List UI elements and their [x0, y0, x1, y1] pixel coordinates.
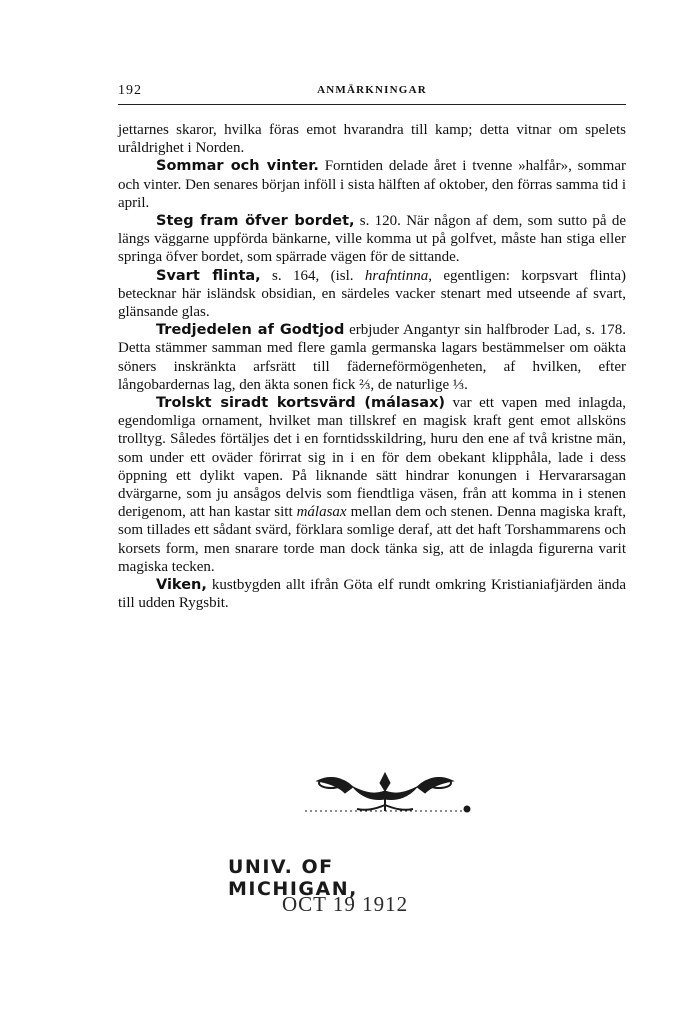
entry-text: erbjuder Angantyr sin halfbroder Lad, s. 178. Detta stämmer samman med flere gamla germanska lagars bestämmelser om oäkta söners inskränkta arfsrätt till fädernеförmögenheten, af hvilken, efter långobardernas lag, den äkta sonen fick ⅔, de naturlige ⅓. [118, 322, 626, 393]
entry-text: kustbygden allt ifrån Göta elf rundt omkring Kristianiafjärden ända till udden Rygsbit. [118, 577, 626, 612]
note-entry [118, 576, 626, 612]
entry-term: Sommar och vinter. [156, 158, 319, 175]
floral-ornament-icon [295, 765, 475, 825]
library-stamp-date: OCT 19 1912 [282, 892, 409, 916]
entry-text: mellan dem och stenen. Denna magiska kraft, som tillades ett sådant svärd, förklara somlige deraf, att det haft Torshammarens och korsets form, men snarare torde man dock tänka sig, att de inlagda figurerna varit magiska tecken. [118, 504, 627, 575]
running-head: ANMÄRKNINGAR [317, 84, 427, 96]
page-number: 192 [118, 83, 142, 98]
entry-italic: hrafntinna [364, 267, 429, 284]
paragraph-text: jettarnes skaror, hvilka föras emot hvarandra till kamp; detta vitnar om spelets uråldrighet i Norden. [118, 122, 626, 157]
entry-text: var ett vapen med inlagda, egendomliga ornament, hvilket man tillskref en magisk kraft gent emot allsköns trolltyg. Således förtäljes det i en forntidsskildring, huru den ene af två kristne män, som under ett oväder förirrat sig in i en för dem obekant klipphåla, lade i dess öppning ett dylikt vapen. På liknande sätt hindrar konungen i Hervararsagan dvärgarne, som ju ansågos delvis som fiendtliga väsen, från att komma in i stenen derigenom, att han kastar sitt [118, 395, 626, 521]
entry-term: Tredjedelen af Godtjod [156, 322, 345, 339]
page-header [118, 83, 626, 101]
entry-term: Steg fram öfver bordet, [156, 213, 355, 230]
entry-term: Trolskt siradt kortsvärd (málasax) [156, 395, 446, 412]
note-entry [118, 321, 626, 394]
paragraph-continuation [118, 121, 626, 157]
note-entry [118, 267, 626, 322]
notes-body [118, 121, 626, 612]
entry-text: s. 120. När någon af dem, som sutto på de längs väggarne uppförda bänkarne, ville komma ut på golfvet, måste han stiga eller springa öfver bordet, som spärrade vägen för de sittande. [118, 213, 627, 266]
entry-text: Forntiden delade året i tvenne »halfår», sommar och vinter. Den senares början inföll i sista hälften af oktober, den förras samma tid i april. [118, 158, 627, 211]
entry-term: Viken, [156, 577, 207, 594]
note-entry [118, 212, 626, 267]
entry-term: Svart flinta, [156, 267, 261, 284]
note-entry [118, 394, 626, 576]
entry-italic: málasax [296, 504, 347, 521]
library-stamp-line1: UNIV. OF MICHIGAN, [228, 856, 358, 900]
entry-text: , egentligen: korpsvart flinta) betecknar här isländsk obsidian, en särdeles vacker stenart med utseende af svart, glänsande glas. [118, 267, 626, 321]
header-rule [118, 104, 626, 105]
note-entry [118, 157, 626, 212]
entry-text: s. 164, (isl. [260, 267, 365, 284]
